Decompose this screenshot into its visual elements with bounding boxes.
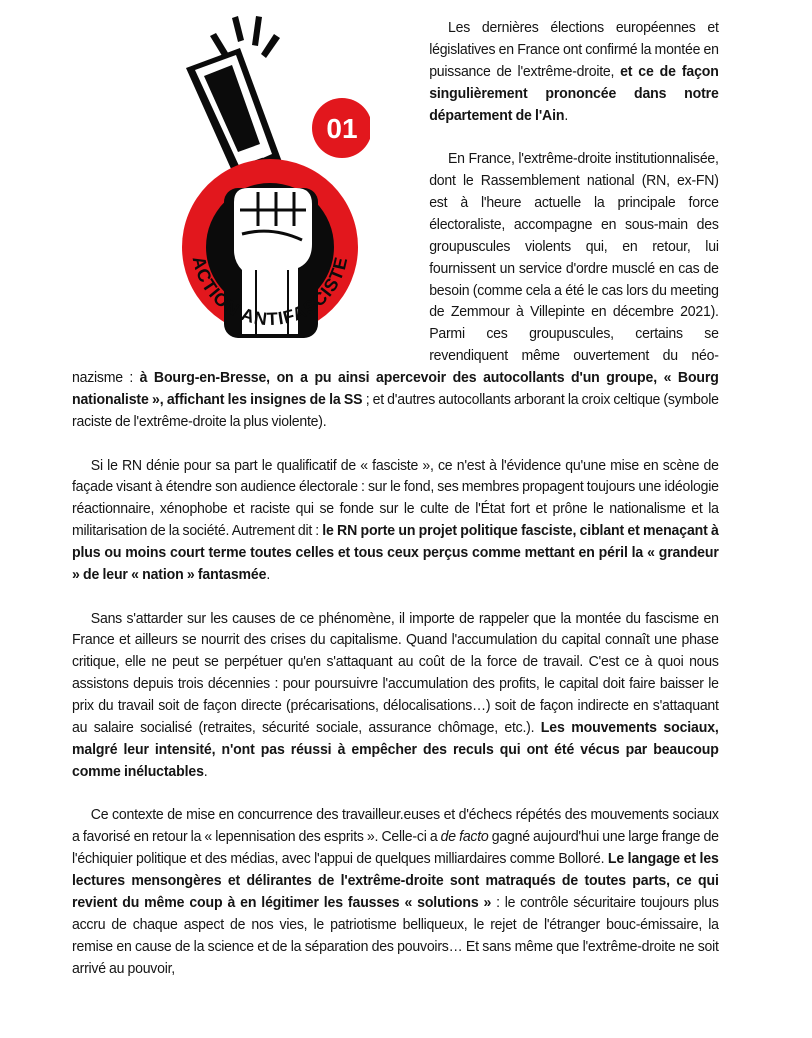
bold-text: et ce de façon singulièrement prononcée dans notre département de l'Ain — [429, 62, 719, 124]
paragraph — [72, 608, 719, 783]
department-badge-text: 01 — [326, 113, 358, 144]
bold-text: Les mouvements sociaux, malgré leur intensité, n'ont pas réussi à empêcher des reculs qui ont été vécus par beaucoup comme inéluctables — [72, 719, 719, 780]
bold-text: Le langage et les lectures mensongères et délirantes de l'extrême-droite sont matraqués de toutes parts, ce qui revient du même coup à en légitimer les fausses « solutions » — [72, 850, 719, 911]
bold-text: le RN porte un projet politique fasciste, ciblant et menaçant à plus ou moins court terme toutes celles et tous ceux perçus comme mettant en péril la « grandeur » de leur « nation » fantasmée — [72, 522, 719, 584]
text-run: En France, l'extrême-droite institutionnalisée, dont le Rassemblement national (RN, ex-FN) est à l'heure actuelle la principale force électoraliste, accompagne en sous-main des groupuscules violents qui, en retour, lui fournissent un service d'ordre musclé en cas de besoin (comme cela a été le cas lors du meeting de Zemmour à Villepinte en décembre 2021). Parmi ces groupuscules, certains se revendiquent même ouvertement du néo-nazisme : — [72, 150, 719, 387]
italic-text: de facto — [440, 828, 489, 846]
article-body — [72, 17, 719, 1001]
text-run: . — [564, 106, 569, 124]
text-run: . — [203, 762, 208, 780]
logo-wrap-space — [72, 17, 429, 367]
text-run: Ce contexte de mise en concurrence des travailleur.euses et d'échecs répétés des mouvements sociaux a favorisé en retour la « lepennisation des esprits ». Celle-ci a — [72, 806, 719, 846]
text-run: . — [266, 566, 271, 584]
text-run: gagné aujourd'hui une large frange de l'échiquier politique et des médias, avec l'appui de quelques milliardaires comme Bolloré. — [72, 828, 719, 868]
text-run: Si le RN dénie pour sa part le qualificatif de « fasciste », ce n'est à l'évidence qu'une mise en scène de façade visant à étendre son audience électorale : sur le fond, ses membres propagent toujours une idéologie réactionnaire, xénophobe et raciste qui se fonde sur le culte de l'État fort et prône le nationalisme et la militarisation de la société. Autrement dit : — [72, 456, 719, 540]
logo-arc-text: ACTION ANTIFASCISTE — [188, 254, 352, 330]
text-run: Les dernières élections européennes et législatives en France ont confirmé la montée en puissance de l'extrême-droite, — [429, 19, 719, 80]
paragraph — [72, 804, 719, 979]
bold-text: à Bourg-en-Bresse, on a pu ainsi apercevoir des autocollants d'un groupe, « Bourg nationaliste », affichant les insignes de la SS — [72, 369, 719, 409]
text-run: ; et d'autres autocollants arborant la croix celtique (symbole raciste de l'extrême-droite la plus violente). — [72, 391, 719, 430]
paragraph — [72, 455, 719, 586]
text-run: Sans s'attarder sur les causes de ce phénomène, il importe de rappeler que la montée du fascisme en France et ailleurs se nourrit des crises du capitalisme. Quand l'accumulation du capital connaît une phase critique, elle ne peut se perpétuer qu'en s'attaquant au coût de la force de travail. C'est ce à quoi nous assistons depuis trois décennies : pour poursuivre l'accumulation des profits, le capital doit faire baisser le prix du travail soit de façon directe (précarisations, délocalisations…) soit de façon indirecte en s'attaquant au salaire socialisé (retraites, sécurité sociale, assurance chômage, etc.). — [72, 609, 719, 737]
text-run: : le contrôle sécuritaire toujours plus accru de chaque aspect de nos vies, le patriotisme belliqueux, le rejet de l'étranger bouc-émissaire, la remise en cause de la science et de la séparation des pouvoirs… Et sans même que l'extrême-droite ne soit arrivé au pouvoir, — [72, 894, 719, 977]
